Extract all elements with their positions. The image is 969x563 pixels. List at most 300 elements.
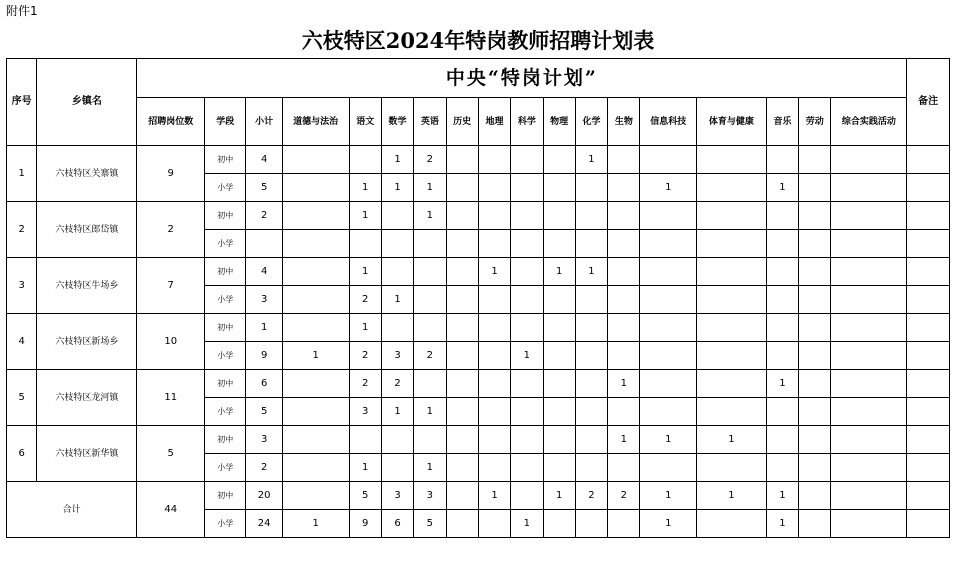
subject-count-cell (608, 398, 640, 426)
page-title: 六枝特区2024年特岗教师招聘计划表 (301, 28, 655, 53)
remarks-cell (907, 370, 950, 398)
subject-count-cell (282, 426, 349, 454)
subject-count-cell: 1 (575, 146, 607, 174)
subject-count-cell (282, 174, 349, 202)
subject-count-cell (575, 510, 607, 538)
subject-count-cell (697, 314, 767, 342)
subject-count-cell (608, 146, 640, 174)
row-positions: 10 (137, 314, 205, 370)
subject-count-cell: 1 (543, 482, 575, 510)
table-row (7, 314, 950, 342)
subject-count-cell (478, 454, 510, 482)
subject-count-cell (511, 370, 543, 398)
header-index: 序号 (7, 59, 37, 146)
subject-count-cell (478, 426, 510, 454)
remarks-cell (907, 342, 950, 370)
subject-count-cell (766, 314, 798, 342)
row-subtotal: 24 (246, 510, 282, 538)
subject-count-cell (831, 426, 907, 454)
subject-count-cell (831, 398, 907, 426)
row-stage: 小学 (205, 510, 246, 538)
subject-count-cell: 1 (697, 482, 767, 510)
subject-count-cell (446, 202, 478, 230)
subject-count-cell (799, 258, 831, 286)
subject-count-cell (640, 314, 697, 342)
subject-count-cell: 2 (381, 370, 413, 398)
row-stage: 初中 (205, 202, 246, 230)
subject-count-cell (478, 342, 510, 370)
subject-count-cell (446, 286, 478, 314)
header-positions: 招聘岗位数 (137, 98, 205, 146)
subject-count-cell (575, 426, 607, 454)
subject-count-cell (349, 146, 381, 174)
header-subject: 音乐 (766, 98, 798, 146)
subject-count-cell (381, 202, 413, 230)
subject-count-cell (478, 286, 510, 314)
subject-count-cell (575, 230, 607, 258)
subject-count-cell: 1 (282, 342, 349, 370)
subject-count-cell (831, 510, 907, 538)
header-subject: 英语 (414, 98, 446, 146)
row-town: 六枝特区新华镇 (37, 426, 137, 482)
row-town: 六枝特区牛场乡 (37, 258, 137, 314)
subject-count-cell: 1 (697, 426, 767, 454)
subject-count-cell (766, 146, 798, 174)
subject-count-cell (543, 398, 575, 426)
row-index: 1 (7, 146, 37, 202)
subject-count-cell (414, 426, 446, 454)
subject-count-cell: 1 (766, 482, 798, 510)
remarks-cell (907, 286, 950, 314)
subject-count-cell (446, 258, 478, 286)
subject-count-cell (511, 314, 543, 342)
header-subject: 综合实践活动 (831, 98, 907, 146)
subject-count-cell (543, 286, 575, 314)
subject-count-cell (478, 230, 510, 258)
row-town: 六枝特区关寨镇 (37, 146, 137, 202)
subject-count-cell: 5 (349, 482, 381, 510)
subject-count-cell (799, 286, 831, 314)
subject-count-cell (446, 230, 478, 258)
subject-count-cell: 2 (414, 146, 446, 174)
subject-count-cell (543, 342, 575, 370)
row-index: 4 (7, 314, 37, 370)
subject-count-cell (511, 426, 543, 454)
row-stage: 小学 (205, 230, 246, 258)
subject-count-cell (697, 370, 767, 398)
row-index: 6 (7, 426, 37, 482)
subject-count-cell: 3 (349, 398, 381, 426)
row-index: 2 (7, 202, 37, 258)
subject-count-cell: 3 (381, 482, 413, 510)
subject-count-cell: 1 (608, 370, 640, 398)
remarks-cell (907, 174, 950, 202)
subject-count-cell (831, 202, 907, 230)
table-row (7, 370, 950, 398)
subject-count-cell (478, 370, 510, 398)
row-stage: 初中 (205, 146, 246, 174)
subject-count-cell: 1 (349, 202, 381, 230)
subject-count-cell (511, 146, 543, 174)
subject-count-cell: 1 (381, 146, 413, 174)
subject-count-cell (608, 342, 640, 370)
subject-count-cell (799, 342, 831, 370)
subject-count-cell (766, 286, 798, 314)
subject-count-cell (640, 146, 697, 174)
subject-count-cell (640, 454, 697, 482)
subject-count-cell (831, 482, 907, 510)
subject-count-cell (282, 454, 349, 482)
subject-count-cell (511, 230, 543, 258)
subject-count-cell: 2 (349, 370, 381, 398)
row-subtotal: 3 (246, 286, 282, 314)
subject-count-cell: 1 (349, 258, 381, 286)
table-row (7, 426, 950, 454)
subject-count-cell (349, 426, 381, 454)
row-index: 5 (7, 370, 37, 426)
subject-count-cell (381, 258, 413, 286)
row-stage: 初中 (205, 258, 246, 286)
subject-count-cell (414, 314, 446, 342)
table-row (7, 202, 950, 230)
subject-count-cell (478, 398, 510, 426)
subject-count-cell: 1 (381, 286, 413, 314)
subject-count-cell (766, 258, 798, 286)
subject-count-cell (640, 202, 697, 230)
subject-count-cell (831, 230, 907, 258)
row-town: 六枝特区新场乡 (37, 314, 137, 370)
row-town: 六枝特区郎岱镇 (37, 202, 137, 258)
header-subject: 劳动 (799, 98, 831, 146)
subject-count-cell: 1 (478, 482, 510, 510)
row-stage: 小学 (205, 342, 246, 370)
subject-count-cell (446, 370, 478, 398)
subject-count-cell (640, 286, 697, 314)
header-central-plan: 中央“特岗计划” (137, 59, 907, 98)
table-row (7, 482, 950, 510)
row-stage: 初中 (205, 370, 246, 398)
subject-count-cell (414, 286, 446, 314)
subject-count-cell (478, 314, 510, 342)
header-subject: 数学 (381, 98, 413, 146)
subject-count-cell (831, 258, 907, 286)
remarks-cell (907, 146, 950, 174)
subject-count-cell (799, 202, 831, 230)
subject-count-cell (543, 174, 575, 202)
subject-count-cell (608, 230, 640, 258)
subject-count-cell: 1 (414, 174, 446, 202)
recruitment-plan-table (6, 58, 950, 538)
row-index: 3 (7, 258, 37, 314)
subject-count-cell: 1 (511, 342, 543, 370)
subject-count-cell (608, 454, 640, 482)
subject-count-cell (831, 146, 907, 174)
subject-count-cell: 1 (282, 510, 349, 538)
subject-count-cell (446, 454, 478, 482)
subject-count-cell (766, 454, 798, 482)
row-positions: 7 (137, 258, 205, 314)
subject-count-cell (543, 202, 575, 230)
subject-count-cell (697, 342, 767, 370)
subject-count-cell (349, 230, 381, 258)
subject-count-cell: 1 (414, 202, 446, 230)
remarks-cell (907, 202, 950, 230)
header-subject: 信息科技 (640, 98, 697, 146)
row-subtotal: 9 (246, 342, 282, 370)
row-stage: 初中 (205, 482, 246, 510)
row-stage: 小学 (205, 398, 246, 426)
row-positions: 2 (137, 202, 205, 258)
header-subject: 语文 (349, 98, 381, 146)
subject-count-cell (799, 482, 831, 510)
subject-count-cell (282, 230, 349, 258)
header-subject: 历史 (446, 98, 478, 146)
subject-count-cell: 3 (414, 482, 446, 510)
subject-count-cell (697, 454, 767, 482)
header-subtotal: 小计 (246, 98, 282, 146)
subject-count-cell (282, 146, 349, 174)
subject-count-cell (799, 426, 831, 454)
header-town: 乡镇名 (37, 59, 137, 146)
subject-count-cell (478, 202, 510, 230)
subject-count-cell (543, 230, 575, 258)
subject-count-cell: 2 (608, 482, 640, 510)
subject-count-cell: 1 (575, 258, 607, 286)
subject-count-cell (575, 314, 607, 342)
row-subtotal: 5 (246, 174, 282, 202)
header-subject: 物理 (543, 98, 575, 146)
subject-count-cell (799, 510, 831, 538)
subject-count-cell (608, 202, 640, 230)
subject-count-cell (575, 454, 607, 482)
subject-count-cell (511, 482, 543, 510)
subject-count-cell: 1 (640, 510, 697, 538)
subject-count-cell (414, 258, 446, 286)
subject-count-cell (640, 398, 697, 426)
subject-count-cell (766, 202, 798, 230)
subject-count-cell: 1 (640, 426, 697, 454)
subject-count-cell: 1 (478, 258, 510, 286)
subject-count-cell (799, 398, 831, 426)
subject-count-cell (697, 258, 767, 286)
subject-count-cell: 1 (381, 174, 413, 202)
subject-count-cell (831, 370, 907, 398)
subject-count-cell (697, 286, 767, 314)
subject-count-cell (799, 230, 831, 258)
row-positions: 11 (137, 370, 205, 426)
row-stage: 小学 (205, 174, 246, 202)
subject-count-cell: 1 (349, 314, 381, 342)
subject-count-cell (831, 342, 907, 370)
subject-count-cell (831, 286, 907, 314)
header-subject: 化学 (575, 98, 607, 146)
subject-count-cell (766, 398, 798, 426)
subject-count-cell (414, 370, 446, 398)
subject-count-cell: 2 (575, 482, 607, 510)
row-subtotal (246, 230, 282, 258)
subject-count-cell (446, 314, 478, 342)
subject-count-cell (799, 174, 831, 202)
subject-count-cell (640, 370, 697, 398)
subject-count-cell: 2 (349, 286, 381, 314)
subject-count-cell (282, 482, 349, 510)
subject-count-cell (511, 258, 543, 286)
subject-count-cell (282, 258, 349, 286)
subject-count-cell (446, 174, 478, 202)
subject-count-cell (640, 342, 697, 370)
subject-count-cell: 1 (766, 174, 798, 202)
remarks-cell (907, 230, 950, 258)
subject-count-cell: 6 (381, 510, 413, 538)
subject-count-cell (766, 342, 798, 370)
row-subtotal: 6 (246, 370, 282, 398)
row-subtotal: 5 (246, 398, 282, 426)
attachment-label: 附件1 (6, 4, 38, 18)
table-row (7, 258, 950, 286)
row-subtotal: 20 (246, 482, 282, 510)
subject-count-cell (511, 454, 543, 482)
remarks-cell (907, 426, 950, 454)
subject-count-cell (543, 146, 575, 174)
remarks-cell (907, 454, 950, 482)
subject-count-cell (282, 398, 349, 426)
remarks-cell (907, 510, 950, 538)
subject-count-cell (575, 342, 607, 370)
row-stage: 小学 (205, 454, 246, 482)
subject-count-cell: 1 (414, 398, 446, 426)
subject-count-cell: 1 (349, 174, 381, 202)
subject-count-cell (697, 146, 767, 174)
subject-count-cell (478, 510, 510, 538)
header-subject: 体育与健康 (697, 98, 767, 146)
subject-count-cell (608, 174, 640, 202)
subject-count-cell: 1 (640, 174, 697, 202)
remarks-cell (907, 482, 950, 510)
remarks-cell (907, 314, 950, 342)
subject-count-cell (766, 230, 798, 258)
subject-count-cell (478, 146, 510, 174)
subject-count-cell (575, 398, 607, 426)
row-subtotal: 4 (246, 146, 282, 174)
total-label: 合计 (7, 482, 137, 538)
subject-count-cell (446, 146, 478, 174)
subject-count-cell (640, 258, 697, 286)
subject-count-cell (799, 370, 831, 398)
subject-count-cell (282, 370, 349, 398)
row-positions: 44 (137, 482, 205, 538)
subject-count-cell (766, 426, 798, 454)
subject-count-cell (543, 426, 575, 454)
subject-count-cell: 1 (349, 454, 381, 482)
subject-count-cell (831, 314, 907, 342)
subject-count-cell (381, 454, 413, 482)
subject-count-cell (831, 454, 907, 482)
subject-count-cell (543, 370, 575, 398)
subject-count-cell (543, 510, 575, 538)
subject-count-cell: 2 (349, 342, 381, 370)
subject-count-cell (608, 258, 640, 286)
subject-count-cell: 9 (349, 510, 381, 538)
subject-count-cell: 1 (414, 454, 446, 482)
subject-count-cell (446, 482, 478, 510)
subject-count-cell (446, 342, 478, 370)
subject-count-cell (697, 202, 767, 230)
subject-count-cell (282, 202, 349, 230)
subject-count-cell: 1 (608, 426, 640, 454)
subject-count-cell (608, 510, 640, 538)
subject-count-cell (697, 398, 767, 426)
subject-count-cell (511, 398, 543, 426)
subject-count-cell (511, 286, 543, 314)
row-town: 六枝特区龙河镇 (37, 370, 137, 426)
subject-count-cell (831, 174, 907, 202)
subject-count-cell: 5 (414, 510, 446, 538)
subject-count-cell (511, 202, 543, 230)
subject-count-cell: 1 (640, 482, 697, 510)
subject-count-cell (414, 230, 446, 258)
header-remarks: 备注 (907, 59, 950, 146)
subject-count-cell (446, 426, 478, 454)
subject-count-cell: 1 (543, 258, 575, 286)
subject-count-cell (640, 230, 697, 258)
header-subject: 生物 (608, 98, 640, 146)
header-subject: 地理 (478, 98, 510, 146)
subject-count-cell (282, 314, 349, 342)
subject-count-cell (799, 314, 831, 342)
header-subject: 道德与法治 (282, 98, 349, 146)
row-stage: 初中 (205, 426, 246, 454)
subject-count-cell: 3 (381, 342, 413, 370)
subject-count-cell (575, 370, 607, 398)
subject-count-cell (543, 314, 575, 342)
row-subtotal: 1 (246, 314, 282, 342)
subject-count-cell (381, 426, 413, 454)
row-stage: 小学 (205, 286, 246, 314)
subject-count-cell (511, 174, 543, 202)
subject-count-cell (575, 174, 607, 202)
header-stage: 学段 (205, 98, 246, 146)
subject-count-cell: 2 (414, 342, 446, 370)
row-subtotal: 3 (246, 426, 282, 454)
subject-count-cell: 1 (381, 398, 413, 426)
subject-count-cell: 1 (511, 510, 543, 538)
row-positions: 9 (137, 146, 205, 202)
subject-count-cell (697, 230, 767, 258)
subject-count-cell (575, 202, 607, 230)
subject-count-cell (543, 454, 575, 482)
row-subtotal: 2 (246, 454, 282, 482)
subject-count-cell (446, 398, 478, 426)
table-row (7, 146, 950, 174)
row-subtotal: 4 (246, 258, 282, 286)
row-positions: 5 (137, 426, 205, 482)
subject-count-cell (446, 510, 478, 538)
subject-count-cell (608, 286, 640, 314)
subject-count-cell: 1 (766, 510, 798, 538)
remarks-cell (907, 258, 950, 286)
subject-count-cell (608, 314, 640, 342)
subject-count-cell (478, 174, 510, 202)
subject-count-cell (282, 286, 349, 314)
subject-count-cell (697, 510, 767, 538)
row-subtotal: 2 (246, 202, 282, 230)
subject-count-cell (381, 314, 413, 342)
subject-count-cell (575, 286, 607, 314)
row-stage: 初中 (205, 314, 246, 342)
subject-count-cell: 1 (766, 370, 798, 398)
remarks-cell (907, 398, 950, 426)
header-subject: 科学 (511, 98, 543, 146)
